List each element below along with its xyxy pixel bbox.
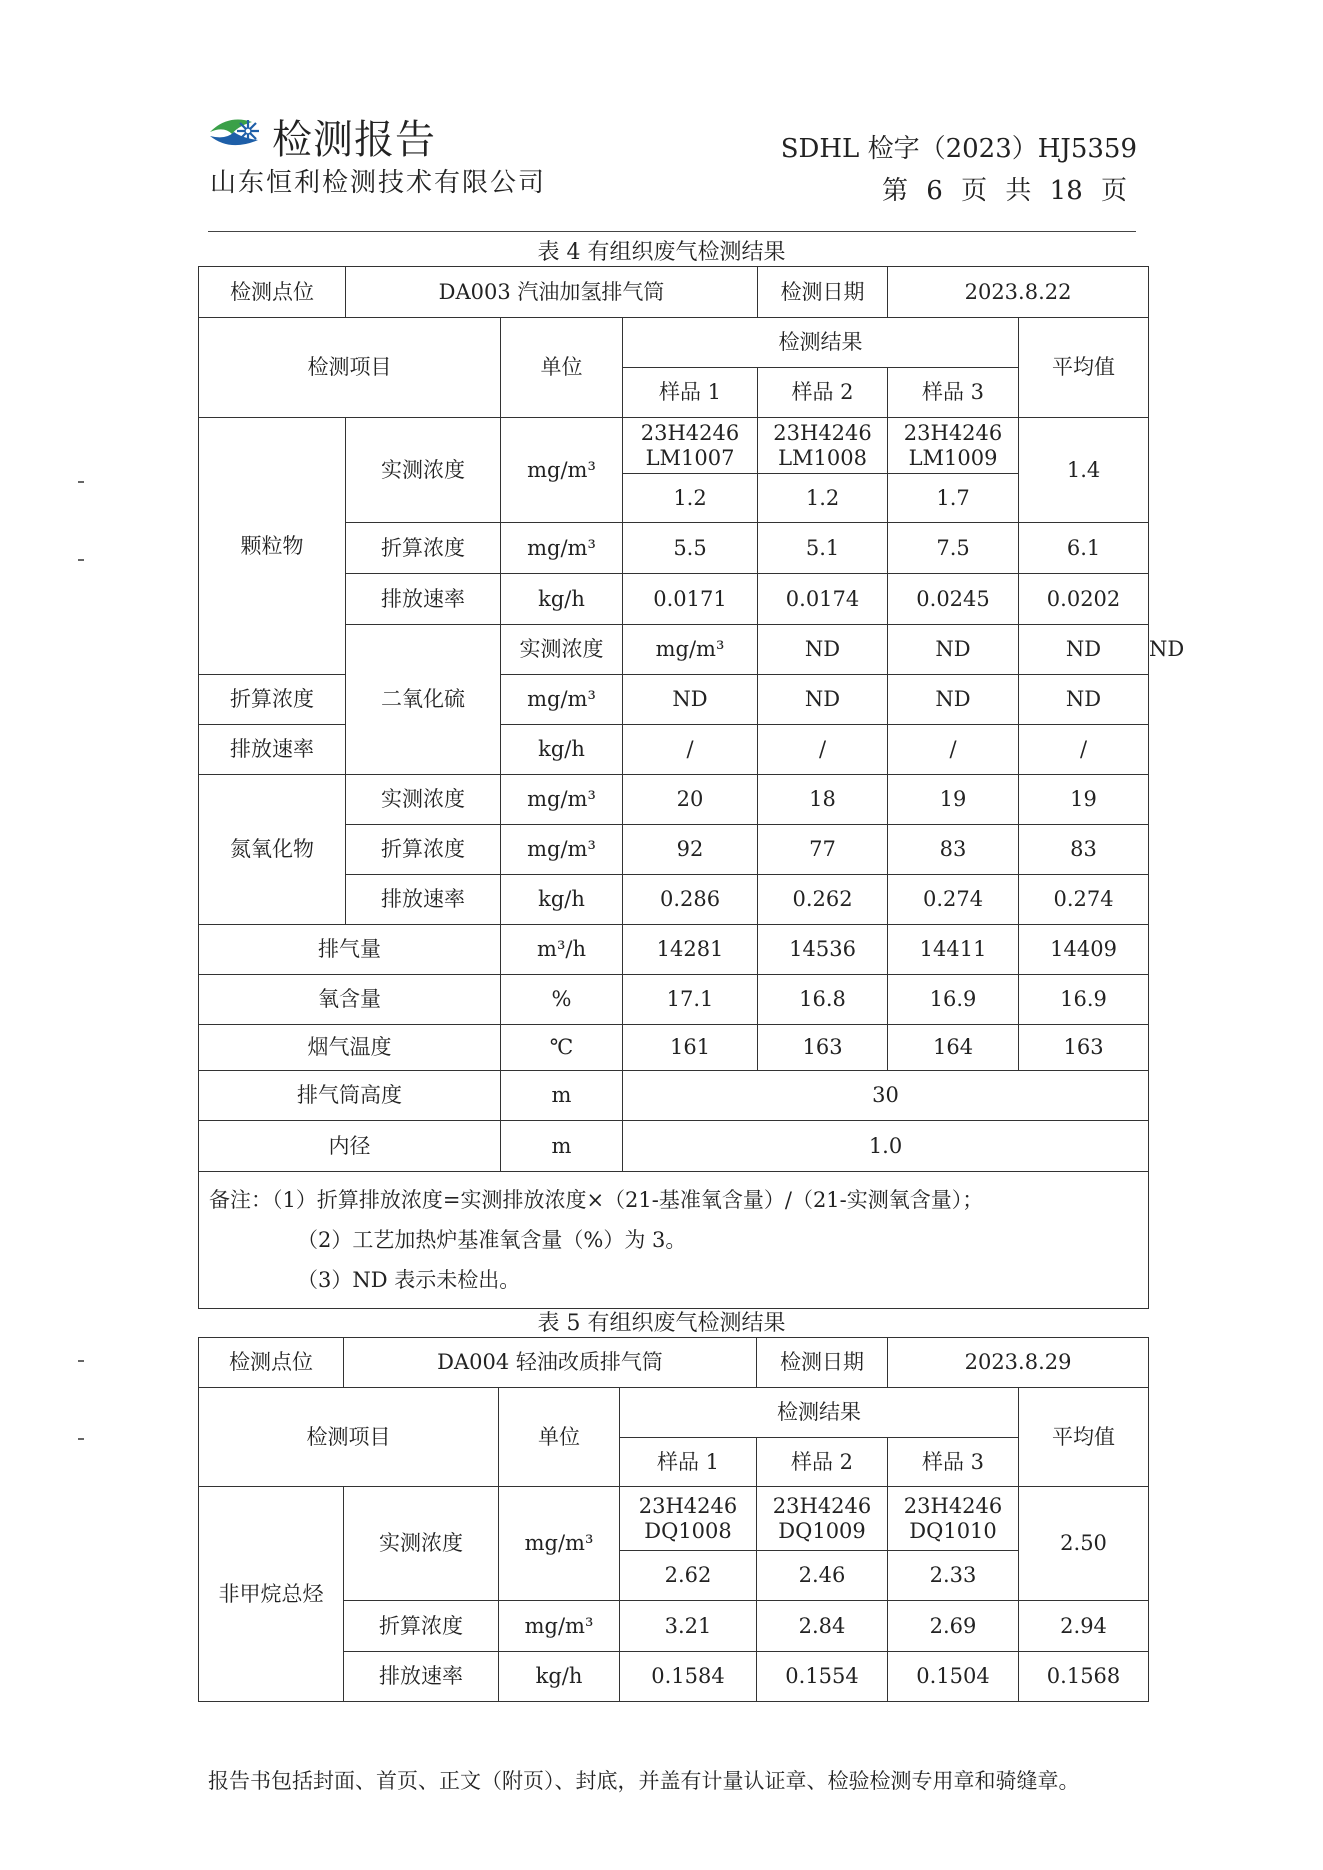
value-cell: 0.1584 xyxy=(620,1652,757,1702)
avg-value: 0.274 xyxy=(1019,875,1149,925)
unit-cell: ℃ xyxy=(501,1025,623,1071)
unit-cell: mg/m³ xyxy=(501,418,623,523)
note-line: 备注：（1）折算排放浓度=实测排放浓度×（21-基准氧含量）/（21-实测氧含量）； xyxy=(209,1188,984,1212)
sample-id: 23H4246 LM1009 xyxy=(888,418,1019,474)
item-name: 实测浓度 xyxy=(346,418,501,523)
unit-cell: mg/m³ xyxy=(501,825,623,875)
value-cell: 0.1504 xyxy=(888,1652,1019,1702)
note-line: （3）ND 表示未检出。 xyxy=(297,1268,521,1292)
item-name: 折算浓度 xyxy=(344,1601,499,1652)
unit-cell: mg/m³ xyxy=(501,775,623,825)
avg-value: / xyxy=(1019,725,1149,775)
avg-value: 16.9 xyxy=(1019,975,1149,1025)
value-cell: 2.62 xyxy=(620,1551,757,1601)
sample-id: 23H4246 DQ1010 xyxy=(888,1487,1019,1551)
value-cell: 0.262 xyxy=(758,875,888,925)
value-cell: 20 xyxy=(623,775,758,825)
item-name: 实测浓度 xyxy=(344,1487,499,1601)
item-name: 排放速率 xyxy=(346,875,501,925)
avg-value: 0.1568 xyxy=(1019,1652,1149,1702)
table5-caption: 表 5 有组织废气检测结果 xyxy=(537,1311,786,1336)
unit-cell: mg/m³ xyxy=(499,1601,620,1652)
avg-value: 2.94 xyxy=(1019,1601,1149,1652)
note-line: （2）工艺加热炉基准氧含量（%）为 3。 xyxy=(297,1228,687,1252)
value-cell: 92 xyxy=(623,825,758,875)
value-cell: ND xyxy=(888,675,1019,725)
value-cell: 30 xyxy=(623,1071,1149,1121)
avg-value: 0.0202 xyxy=(1019,574,1149,625)
value-cell: / xyxy=(623,725,758,775)
unit-cell: kg/h xyxy=(501,875,623,925)
item-name: 排放速率 xyxy=(346,574,501,625)
value-cell: 0.274 xyxy=(888,875,1019,925)
avg-value: 19 xyxy=(1019,775,1149,825)
date-value: 2023.8.29 xyxy=(888,1338,1149,1388)
value-cell: 16.8 xyxy=(758,975,888,1025)
value-cell: 161 xyxy=(623,1025,758,1071)
value-cell: 19 xyxy=(888,775,1019,825)
sample-id: 23H4246 LM1008 xyxy=(758,418,888,474)
value-cell: 5.1 xyxy=(758,523,888,574)
value-cell: 1.0 xyxy=(623,1121,1149,1172)
value-cell: 2.84 xyxy=(757,1601,888,1652)
group-name: 氮氧化物 xyxy=(199,775,346,925)
item-name: 折算浓度 xyxy=(199,675,346,725)
avg-header: 平均值 xyxy=(1019,1388,1149,1487)
site-label: 检测点位 xyxy=(199,1338,344,1388)
avg-value: ND xyxy=(1019,675,1149,725)
sample-header: 样品 3 xyxy=(888,1438,1019,1487)
unit-cell: mg/m³ xyxy=(501,675,623,725)
notes-cell xyxy=(199,1172,1149,1309)
item-name: 实测浓度 xyxy=(501,625,623,675)
margin-mark xyxy=(78,559,84,561)
value-cell: 3.21 xyxy=(620,1601,757,1652)
item-header: 检测项目 xyxy=(199,318,501,418)
item-name: 氧含量 xyxy=(199,975,501,1025)
date-value: 2023.8.22 xyxy=(888,267,1149,318)
company-name: 山东恒利检测技术有限公司 xyxy=(210,168,547,198)
value-cell: ND xyxy=(888,625,1019,675)
item-name: 折算浓度 xyxy=(346,825,501,875)
site-value: DA003 汽油加氢排气筒 xyxy=(346,267,758,318)
item-name: 烟气温度 xyxy=(199,1025,501,1071)
sample-header: 样品 1 xyxy=(623,368,758,418)
margin-mark xyxy=(78,1360,84,1362)
header-divider xyxy=(208,231,1136,232)
group-name: 颗粒物 xyxy=(199,418,346,675)
value-cell: 18 xyxy=(758,775,888,825)
value-cell: 17.1 xyxy=(623,975,758,1025)
result-header: 检测结果 xyxy=(623,318,1019,368)
date-label: 检测日期 xyxy=(758,267,888,318)
value-cell: 7.5 xyxy=(888,523,1019,574)
sample-id: 23H4246 DQ1009 xyxy=(757,1487,888,1551)
unit-cell: mg/m³ xyxy=(499,1487,620,1601)
value-cell: 83 xyxy=(888,825,1019,875)
value-cell: 1.2 xyxy=(623,474,758,523)
unit-cell: kg/h xyxy=(501,574,623,625)
unit-cell: kg/h xyxy=(501,725,623,775)
value-cell: 16.9 xyxy=(888,975,1019,1025)
value-cell: 1.2 xyxy=(758,474,888,523)
value-cell: 2.69 xyxy=(888,1601,1019,1652)
unit-cell: kg/h xyxy=(499,1652,620,1702)
sample-header: 样品 2 xyxy=(758,368,888,418)
avg-value: 14409 xyxy=(1019,925,1149,975)
sample-header: 样品 2 xyxy=(757,1438,888,1487)
value-cell: 163 xyxy=(758,1025,888,1071)
sample-id: 23H4246 DQ1008 xyxy=(620,1487,757,1551)
item-name: 折算浓度 xyxy=(346,523,501,574)
company-logo-icon xyxy=(208,112,270,152)
margin-mark xyxy=(78,481,84,483)
value-cell: ND xyxy=(1019,625,1149,675)
group-name: 二氧化硫 xyxy=(346,625,501,775)
table4-caption: 表 4 有组织废气检测结果 xyxy=(537,240,786,265)
item-name: 排放速率 xyxy=(199,725,346,775)
unit-cell: m³/h xyxy=(501,925,623,975)
avg-value: 163 xyxy=(1019,1025,1149,1071)
item-name: 排气筒高度 xyxy=(199,1071,501,1121)
value-cell: 0.1554 xyxy=(757,1652,888,1702)
value-cell: / xyxy=(758,725,888,775)
value-cell: ND xyxy=(758,675,888,725)
unit-cell: mg/m³ xyxy=(623,625,758,675)
footer-note: 报告书包括封面、首页、正文（附页）、封底，并盖有计量认证章、检验检测专用章和骑缝章。 xyxy=(208,1769,1080,1793)
value-cell: 0.0174 xyxy=(758,574,888,625)
avg-value: 83 xyxy=(1019,825,1149,875)
value-cell: ND xyxy=(623,675,758,725)
avg-value: 2.50 xyxy=(1019,1487,1149,1601)
sample-id: 23H4246 LM1007 xyxy=(623,418,758,474)
value-cell: 0.0245 xyxy=(888,574,1019,625)
unit-header: 单位 xyxy=(499,1388,620,1487)
value-cell: / xyxy=(888,725,1019,775)
value-cell: 2.33 xyxy=(888,1551,1019,1601)
item-name: 排气量 xyxy=(199,925,501,975)
item-name: 排放速率 xyxy=(344,1652,499,1702)
site-value: DA004 轻油改质排气筒 xyxy=(344,1338,757,1388)
group-name: 非甲烷总烃 xyxy=(199,1487,344,1702)
value-cell: 5.5 xyxy=(623,523,758,574)
site-label: 检测点位 xyxy=(199,267,346,318)
unit-cell: m xyxy=(501,1121,623,1172)
avg-value: 1.4 xyxy=(1019,418,1149,523)
report-title: 检测报告 xyxy=(272,117,436,163)
sample-header: 样品 3 xyxy=(888,368,1019,418)
value-cell: 14411 xyxy=(888,925,1019,975)
value-cell: ND xyxy=(758,625,888,675)
value-cell: 2.46 xyxy=(757,1551,888,1601)
value-cell: 164 xyxy=(888,1025,1019,1071)
value-cell: 0.286 xyxy=(623,875,758,925)
unit-cell: m xyxy=(501,1071,623,1121)
avg-header: 平均值 xyxy=(1019,318,1149,418)
unit-cell: % xyxy=(501,975,623,1025)
value-cell: 77 xyxy=(758,825,888,875)
item-name: 内径 xyxy=(199,1121,501,1172)
margin-mark xyxy=(78,1438,84,1440)
item-header: 检测项目 xyxy=(199,1388,499,1487)
item-name: 实测浓度 xyxy=(346,775,501,825)
value-cell: 0.0171 xyxy=(623,574,758,625)
value-cell: 1.7 xyxy=(888,474,1019,523)
avg-value: 6.1 xyxy=(1019,523,1149,574)
table4: 检测点位 DA003 汽油加氢排气筒 检测日期 2023.8.22 检测项目 单位 检测结果 平均值 样品 1 样品 2 样品 3 颗粒物 实测浓度 mg/m³ 23H4246 LM1007 23H4246 LM1008 23H4246 LM1009 1.4 1.2 1.2 1.7 折算浓度 mg/m³ 5.5 5.1 7.5 6.1 排放速率 kg/h 0.0171 0.0174 0.0245 0.0202 二氧化硫 实测浓度 mg/m³ ND ND ND ND 折算浓度 mg/m³ ND ND ND ND 排放速率 kg/h / / / / 氮氧化物 实测浓度 mg/m³ 20 18 19 19 折算浓度 mg/m³ 92 77 83 83 排放速率 kg/h 0.286 0.262 0.274 0.274 排气量 m³/h 14281 14536 14411 14409 氧含量 % 17.1 16.8 16.9 16.9 烟气温度 ℃ 161 163 164 163 排气筒高度 m 30 内径 m 1.0 备注：（1）折算排放浓度=实测排放浓度×（21-基准氧含量）/（21-实测氧含量）； （2）工艺加热炉基准氧含量（%）为 3。 （3）ND 表示未检出。 xyxy=(198,266,1149,1309)
unit-cell: mg/m³ xyxy=(501,523,623,574)
date-label: 检测日期 xyxy=(757,1338,888,1388)
sample-header: 样品 1 xyxy=(620,1438,757,1487)
result-header: 检测结果 xyxy=(620,1388,1019,1438)
value-cell: 14536 xyxy=(758,925,888,975)
table5 xyxy=(198,1337,1149,1702)
value-cell: 14281 xyxy=(623,925,758,975)
page-info: 第 6 页 共 18 页 xyxy=(882,176,1127,206)
report-number: SDHL 检字（2023）HJ5359 xyxy=(780,134,1137,164)
unit-header: 单位 xyxy=(501,318,623,418)
